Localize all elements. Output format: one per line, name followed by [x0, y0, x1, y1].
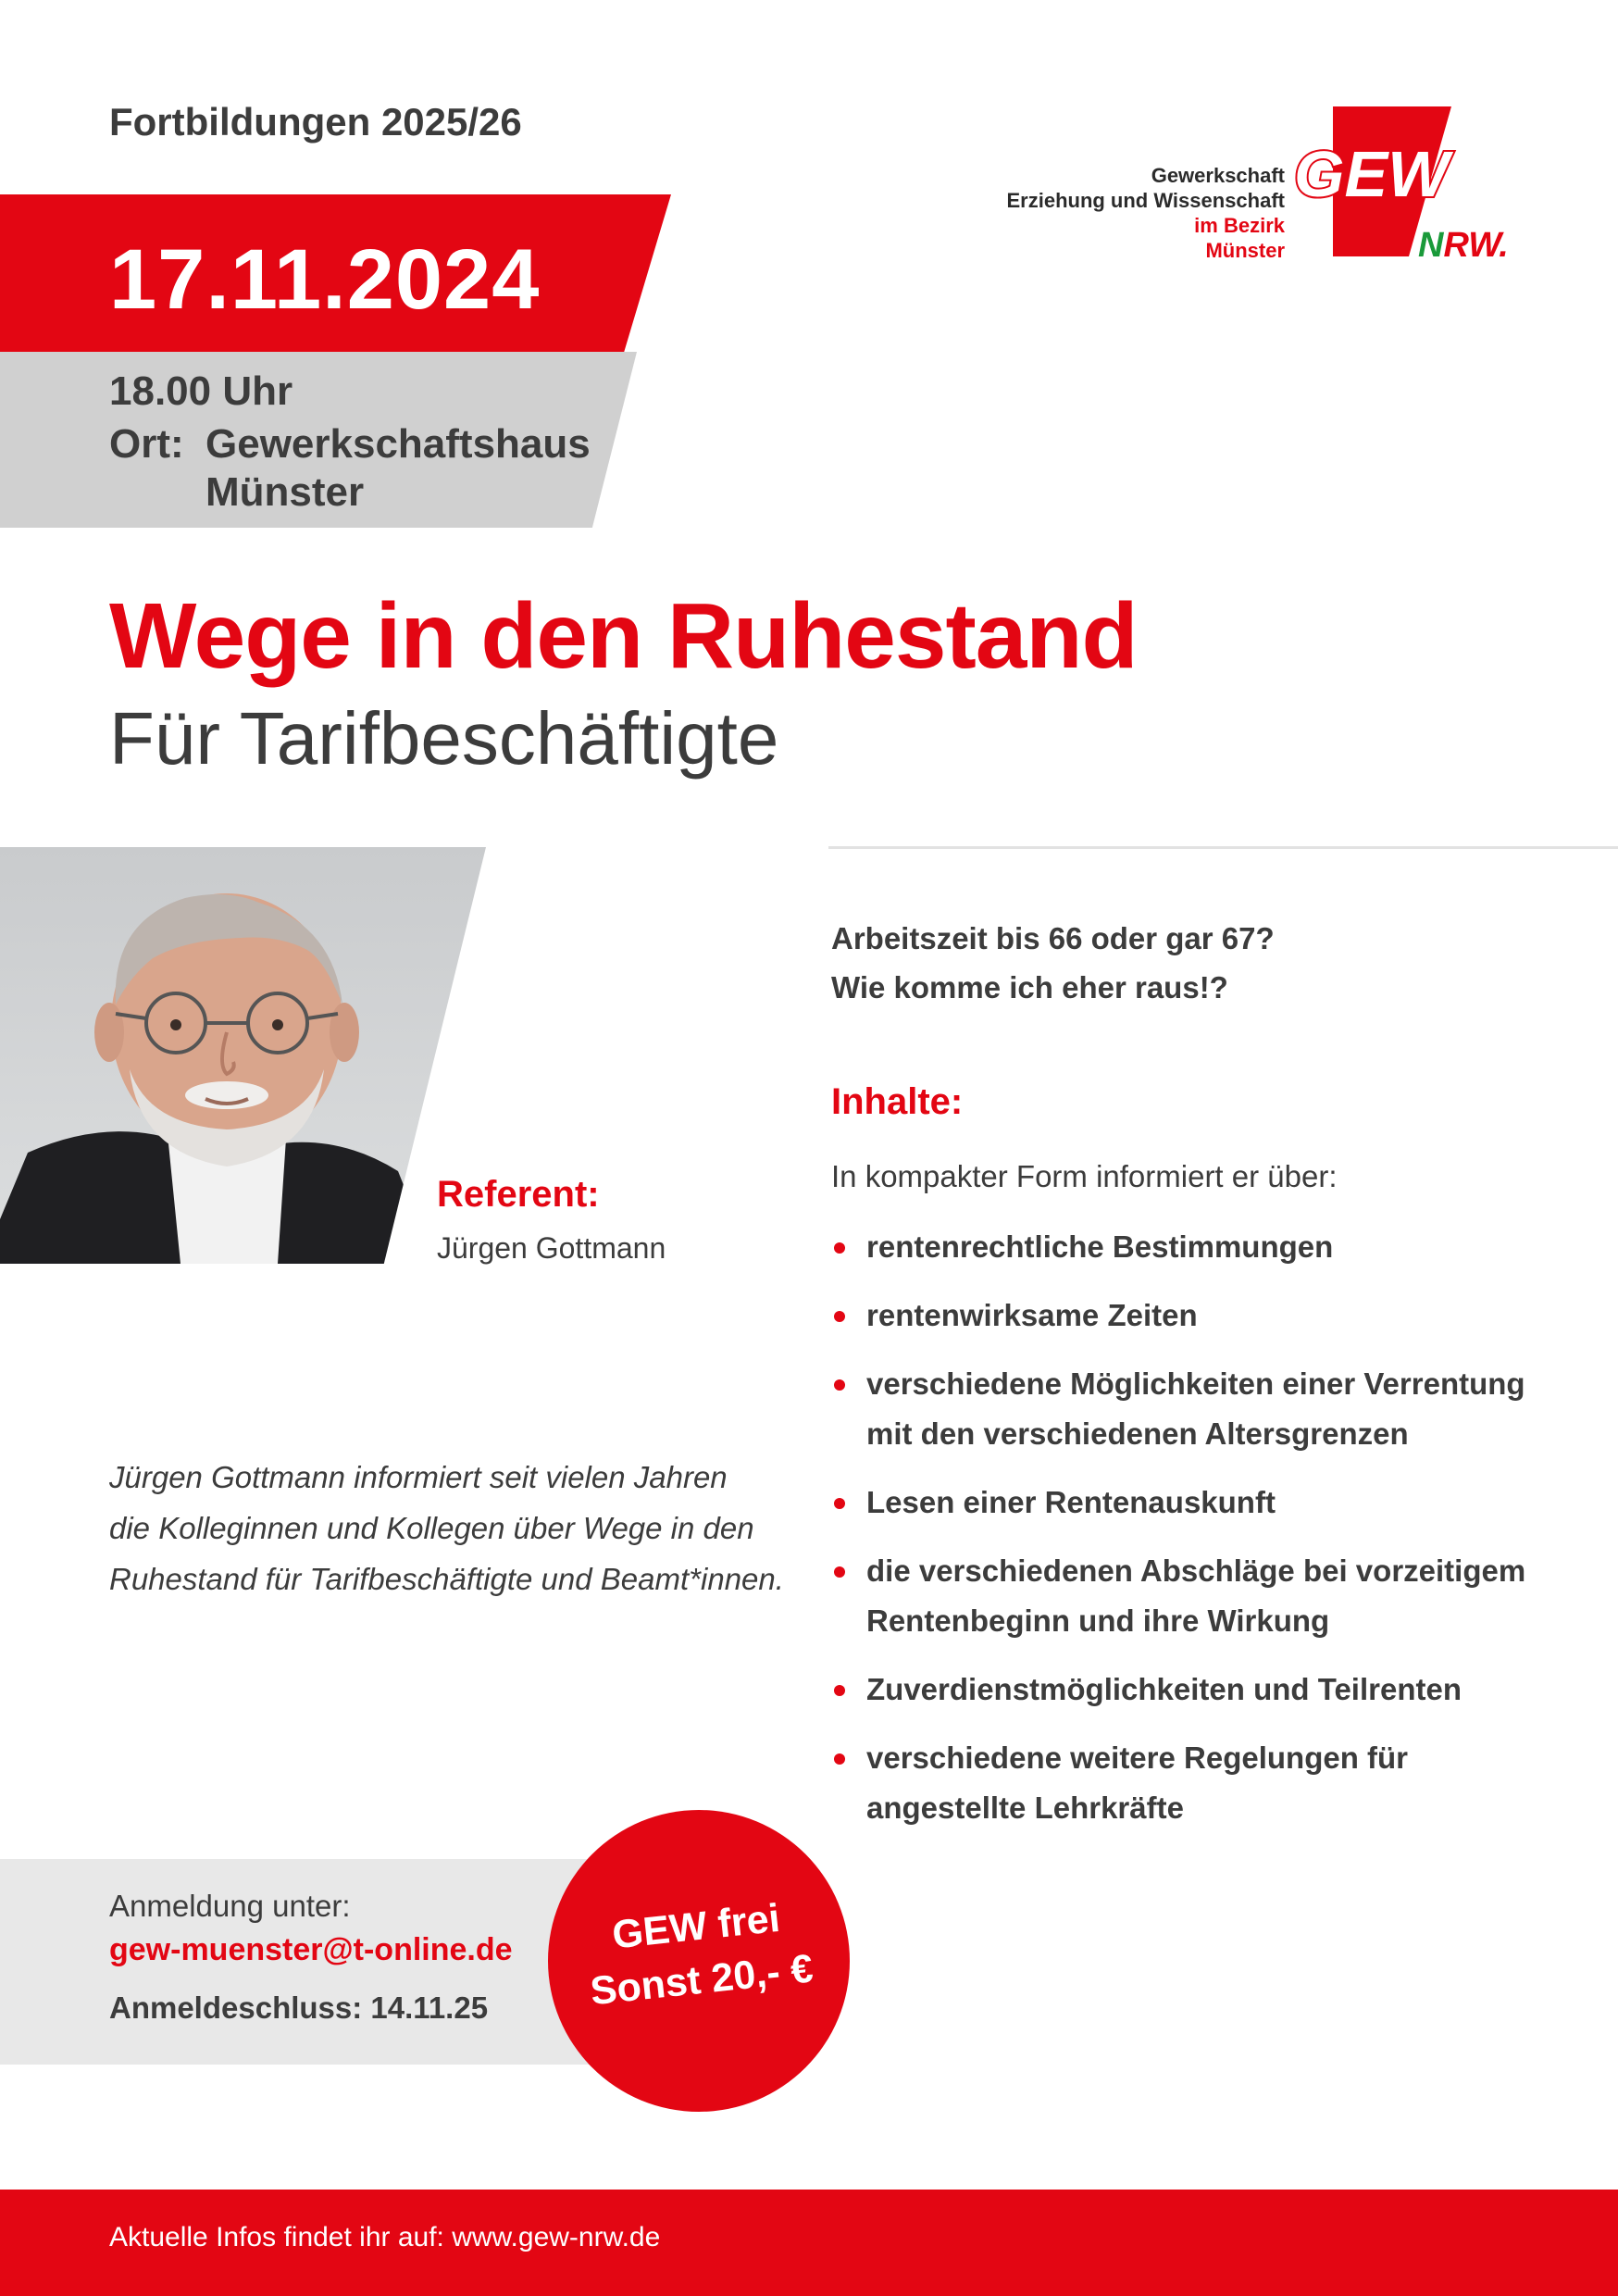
speaker-portrait-icon: [0, 847, 486, 1264]
list-item-text: rentenwirksame Zeiten: [866, 1298, 1198, 1332]
place-line-2: Münster: [205, 469, 365, 515]
list-item-text: Lesen einer Rentenauskunft: [866, 1485, 1276, 1519]
bio-line: die Kolleginnen und Kollegen über Wege in den: [109, 1511, 754, 1545]
speaker-name: Jürgen Gottmann: [437, 1231, 666, 1265]
price-line-2: Sonst 20,- €: [588, 1946, 815, 2015]
logo-line-2: Erziehung und Wissenschaft: [1006, 189, 1285, 212]
place-label: Ort:: [109, 421, 184, 467]
page-title: Wege in den Ruhestand: [109, 584, 1138, 688]
speaker-bio: [109, 1452, 831, 1604]
gew-logo-icon: [1287, 106, 1532, 268]
bullet-icon: [834, 1311, 845, 1322]
logo-line-1: Gewerkschaft: [1151, 164, 1285, 187]
logo-nrw-rw: RW.: [1443, 226, 1509, 265]
bullet-icon: [834, 1685, 845, 1696]
footer-text: Aktuelle Infos findet ihr auf: www.gew-nrw.de: [109, 2222, 661, 2252]
list-item-text: Zuverdienstmöglichkeiten und Teilrenten: [866, 1672, 1462, 1706]
list-item: [831, 1546, 1572, 1646]
list-item: [831, 1665, 1572, 1715]
bullet-icon: [834, 1566, 845, 1578]
bio-line: Ruhestand für Tarifbeschäftigte und Beamt*innen.: [109, 1562, 784, 1596]
list-item-text: verschiedene Möglichkeiten einer Verrentung mit den verschiedenen Altersgrenzen: [866, 1366, 1525, 1451]
bullet-icon: [834, 1242, 845, 1254]
list-item-text: verschiedene weitere Regelungen für angestellte Lehrkräfte: [866, 1741, 1409, 1825]
list-item: [831, 1733, 1572, 1833]
bullet-icon: [834, 1379, 845, 1391]
bullet-icon: [834, 1753, 845, 1765]
page-subtitle: Für Tarifbeschäftigte: [109, 697, 779, 780]
logo-text: [1006, 163, 1285, 263]
contents-list: [831, 1222, 1572, 1852]
registration-email-link[interactable]: gew-muenster@t-online.de: [109, 1932, 513, 1967]
list-item-text: rentenrechtliche Bestimmungen: [866, 1229, 1334, 1264]
list-item-text: die verschiedenen Abschläge bei vorzeitigem Rentenbeginn und ihre Wirkung: [866, 1554, 1526, 1638]
bio-line: Jürgen Gottmann informiert seit vielen Jahren: [109, 1460, 728, 1494]
logo-mark-text: GEW: [1294, 138, 1450, 210]
event-date: 17.11.2024: [109, 232, 541, 327]
registration-deadline: Anmeldeschluss: 14.11.25: [109, 1990, 489, 2025]
list-item: [831, 1222, 1572, 1272]
place-line-1: Gewerkschaftshaus: [205, 421, 591, 467]
speaker-label: Referent:: [437, 1174, 600, 1215]
bullet-icon: [834, 1498, 845, 1509]
contents-heading: Inhalte:: [831, 1081, 964, 1122]
logo-line-4: Münster: [1205, 239, 1285, 262]
list-item: [831, 1359, 1572, 1459]
logo-nrw-n: N: [1418, 226, 1444, 265]
question-line-1: Arbeitszeit bis 66 oder gar 67?: [831, 921, 1275, 955]
divider-line: [828, 846, 1618, 849]
contents-intro: In kompakter Form informiert er über:: [831, 1159, 1338, 1193]
registration-label: Anmeldung unter:: [109, 1889, 351, 1923]
speaker-photo: [0, 847, 486, 1264]
logo-line-3: im Bezirk: [1194, 214, 1285, 237]
list-item: [831, 1291, 1572, 1341]
price-line-1: GEW frei: [610, 1895, 782, 1958]
list-item: [831, 1478, 1572, 1528]
series-label: Fortbildungen 2025/26: [109, 100, 522, 144]
logo-nrw-text: [1418, 226, 1509, 265]
event-time: 18.00 Uhr: [109, 368, 293, 414]
question-line-2: Wie komme ich eher raus!?: [831, 970, 1228, 1004]
